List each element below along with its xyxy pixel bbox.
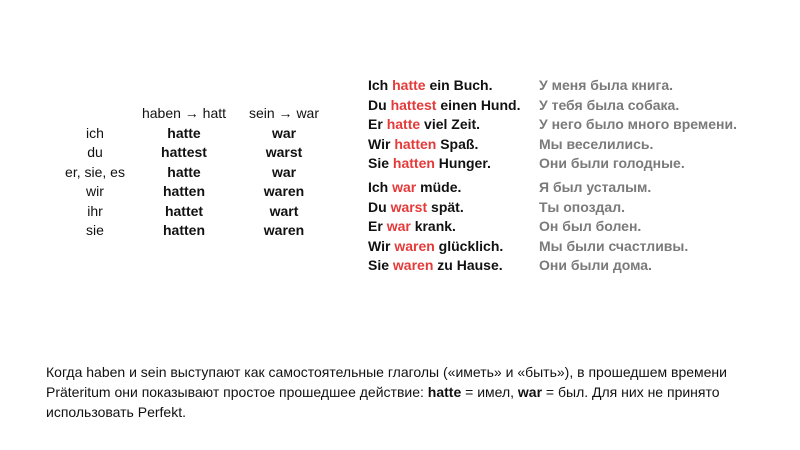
russian-translation: У него было много времени. <box>539 116 737 132</box>
pronoun: er, sie, es <box>65 163 125 180</box>
conjugation-row <box>58 202 332 222</box>
german-sentence: Wir hatten Spaß. <box>368 135 479 152</box>
russian-translation: Ты опоздал. <box>539 198 626 215</box>
haben-form: hatte <box>167 124 201 141</box>
verb-highlight: hatten <box>392 155 435 171</box>
sein-header: sein → war <box>248 105 320 121</box>
verb-highlight: waren <box>392 257 434 273</box>
german-sentence: Du hattest einen Hund. <box>368 96 521 113</box>
german-sentence: Er war krank. <box>368 218 456 234</box>
german-sentence: Ich hatte ein Buch. <box>368 77 493 93</box>
conjugation-row <box>58 143 332 163</box>
conjugation-row <box>58 163 332 183</box>
russian-translation: Мы были счастливы. <box>539 237 689 254</box>
pronoun: ihr <box>87 202 103 219</box>
pronoun-header <box>58 104 132 124</box>
war-term: war <box>517 384 543 400</box>
conjugation-table <box>58 104 332 241</box>
sein-form: waren <box>263 183 305 199</box>
verb-highlight: waren <box>394 237 435 254</box>
verb-highlight: hatte <box>386 116 421 132</box>
verb-highlight: warst <box>390 198 428 215</box>
verb-highlight: war <box>386 218 411 234</box>
german-sentence: Du warst spät. <box>368 198 464 215</box>
russian-translation: У тебя была собака. <box>539 96 680 113</box>
sein-form: war <box>271 163 297 180</box>
sein-form: warst <box>265 144 303 160</box>
russian-translation: Он был болен. <box>539 218 642 234</box>
russian-translation: Они были голодные. <box>539 155 685 171</box>
explanation-note: Когда haben и sein выступают как самостоятельные глаголы («иметь» и «быть»), в прошедшем времени Präteritum они показывают простое прошедшее действие: hatte = имел, war = был. Для них не принято использовать Perfekt. <box>46 364 727 420</box>
german-sentence: Ich war müde. <box>368 179 462 195</box>
russian-translation: У меня была книга. <box>539 77 674 93</box>
pronoun: sie <box>86 222 104 238</box>
russian-translation: Я был усталым. <box>539 179 652 195</box>
sein-form: wart <box>269 202 299 219</box>
german-sentence: Wir waren glücklich. <box>368 237 504 254</box>
german-sentence: Sie waren zu Hause. <box>368 257 503 273</box>
haben-header: haben → hatt <box>141 105 227 121</box>
haben-form: hatten <box>163 183 205 199</box>
russian-translation: Они были дома. <box>539 257 652 273</box>
verb-highlight: hattest <box>390 96 437 113</box>
verb-highlight: hatten <box>394 135 437 152</box>
hatte-term: hatte <box>427 384 462 400</box>
conjugation-header-row <box>58 104 332 124</box>
german-sentence: Er hatte viel Zeit. <box>368 116 481 132</box>
haben-form: hatten <box>163 222 205 238</box>
pronoun: ich <box>86 124 104 141</box>
verb-highlight: war <box>392 179 417 195</box>
haben-form: hattest <box>161 144 207 160</box>
conjugation-row <box>58 124 332 144</box>
haben-form: hattet <box>164 202 204 219</box>
german-sentence: Sie hatten Hunger. <box>368 155 491 171</box>
pronoun: wir <box>86 183 104 199</box>
conjugation-row <box>58 221 332 241</box>
sein-form: war <box>271 124 297 141</box>
russian-translation: Мы веселились. <box>539 135 654 152</box>
verb-highlight: hatte <box>392 77 426 93</box>
conjugation-row <box>58 182 332 202</box>
sein-form: waren <box>263 222 305 238</box>
haben-form: hatte <box>167 163 201 180</box>
pronoun: du <box>87 144 103 160</box>
